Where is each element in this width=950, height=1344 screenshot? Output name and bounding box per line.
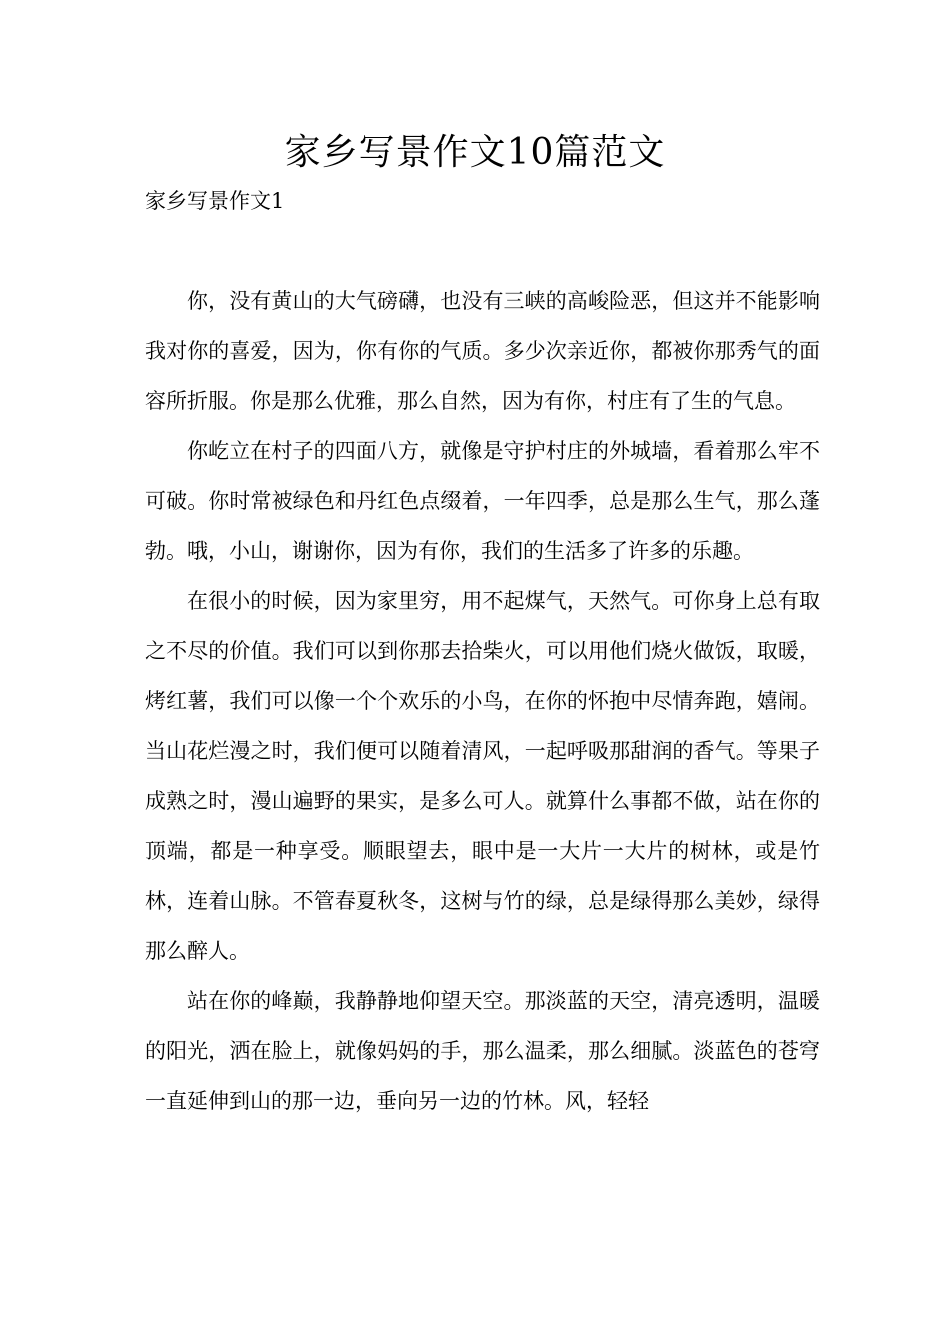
paragraph-2: 你屹立在村子的四面八方，就像是守护村庄的外城墙，看着那么牢不可破。你时常被绿色和丹红色点缀着，一年四季，总是那么生气，那么蓬勃。哦，小山，谢谢你，因为有你，我们的生活多了许多的乐趣。: [145, 439, 820, 563]
section-heading: 家乡写景作文1: [145, 189, 285, 213]
document-title: 家乡写景作文10篇范文: [284, 132, 666, 173]
paragraph-3: 在很小的时候，因为家里穷，用不起煤气，天然气。可你身上总有取之不尽的价值。我们可以到你那去拾柴火，可以用他们烧火做饭，取暖，烤红薯，我们可以像一个个欢乐的小鸟，在你的怀抱中尽情奔跑，嬉闹。当山花烂漫之时，我们便可以随着清风，一起呼吸那甜润的香气。等果子成熟之时，漫山遍野的果实，是多么可人。就算什么事都不做，站在你的顶端，都是一种享受。顺眼望去，眼中是一大片一大片的树林，或是竹林，连着山脉。不管春夏秋冬，这树与竹的绿，总是绿得那么美妙，绿得那么醉人。: [145, 589, 820, 963]
paragraph-4: 站在你的峰巅，我静静地仰望天空。那淡蓝的天空，清亮透明，温暖的阳光，洒在脸上，就像妈妈的手，那么温柔，那么细腻。淡蓝色的苍穹一直延伸到山的那一边，垂向另一边的竹林。风，轻轻: [145, 989, 820, 1113]
essay-body: [145, 276, 820, 1126]
paragraph-1: 你，没有黄山的大气磅礴，也没有三峡的高峻险恶，但这并不能影响我对你的喜爱，因为，你有你的气质。多少次亲近你，都被你那秀气的面容所折服。你是那么优雅，那么自然，因为有你，村庄有了生的气息。: [145, 289, 820, 413]
